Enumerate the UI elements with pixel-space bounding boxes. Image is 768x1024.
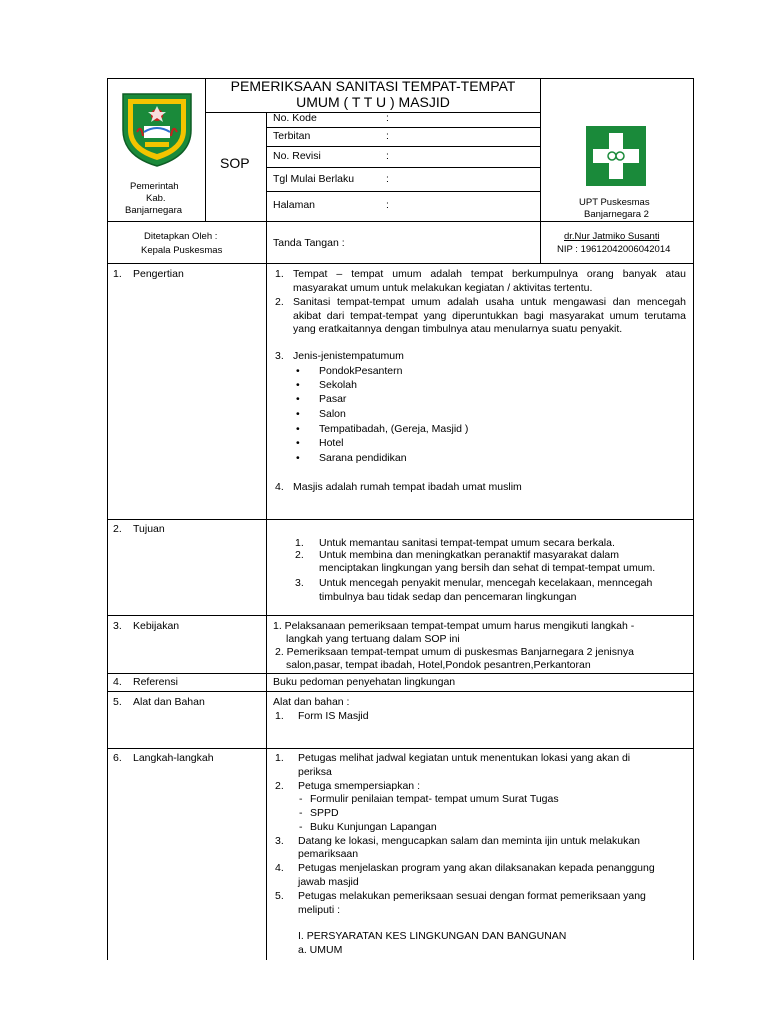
tujuan-item2-line1: Untuk membina dan meningkatkan peranaktif masyarakat dalam (319, 549, 619, 561)
bullet-dot: • (296, 408, 300, 420)
field-tgl-mulai: Tgl Mulai Berlaku (273, 173, 355, 185)
langkah-step5-line2: meliputi : (298, 904, 341, 916)
langkah-step5-num: 5. (275, 890, 284, 902)
langkah-step4-line1: Petugas menjelaskan program yang akan dilaksanakan kepada penanggung (298, 862, 655, 874)
list-item: Formulir penilaian tempat- tempat umum Surat Tugas (310, 793, 559, 805)
tujuan-item3-num: 3. (295, 577, 304, 589)
section-num-tujuan: 2. (113, 523, 122, 535)
list-item: PondokPesantern (319, 365, 403, 377)
kebijakan-line4: salon,pasar, tempat ibadah, Hotel,Pondok pesantren,Perkantoran (286, 659, 591, 671)
section-num-langkah: 6. (113, 752, 122, 764)
sop-label: SOP (220, 155, 250, 171)
list-item: Tempatibadah, (Gereja, Masjid ) (319, 423, 469, 435)
tanda-tangan-label: Tanda Tangan : (273, 237, 345, 249)
langkah-step4-line2: jawab masjid (298, 876, 359, 888)
signer-name: dr.Nur Jatmiko Susanti (564, 231, 660, 242)
section-label-referensi: Referensi (133, 676, 178, 688)
section-num-alat: 5. (113, 696, 122, 708)
section-label-langkah: Langkah-langkah (133, 752, 214, 764)
list-item: Hotel (319, 437, 344, 449)
pengertian-item1: Tempat – tempat umum adalah tempat berkumpulnya orang banyak atau masyarakat umum untuk melakukan kegiatan / aktivitas tertentu. (293, 268, 686, 294)
dash-marker: - (299, 807, 303, 819)
langkah-step4-num: 4. (275, 862, 284, 874)
referensi-text: Buku pedoman penyehatan lingkungan (273, 676, 456, 688)
field-no-revisi-colon: : (386, 150, 389, 162)
langkah-step1-line2: periksa (298, 766, 332, 778)
langkah-step3-line1: Datang ke lokasi, mengucapkan salam dan meminta ijin untuk melakukan (298, 835, 641, 847)
list-item: Buku Kunjungan Lapangan (310, 821, 437, 833)
langkah-step2-line1: Petuga smempersiapkan : (298, 780, 420, 792)
list-item: Salon (319, 408, 346, 420)
section-label-tujuan: Tujuan (133, 523, 165, 535)
alat-item1-num: 1. (275, 710, 284, 722)
page-title-line1: PEMERIKSAAN SANITASI TEMPAT-TEMPAT (230, 78, 516, 94)
pengertian-item2: Sanitasi tempat-tempat umum adalah usaha untuk mengawasi dan mencegah akibat dari tempat-tempat yang diperuntukkan bagi masyarakat umum terutama yang eratkaitannya dengan timbulnya atau menularnya suatu penyakit. (293, 296, 686, 336)
section-num-pengertian: 1. (113, 268, 122, 280)
signer-nip: NIP : 19612042006042014 (557, 244, 671, 255)
pengertian-item3-num: 3. (275, 350, 284, 362)
field-terbitan: Terbitan (273, 130, 311, 142)
bullet-dot: • (296, 393, 300, 405)
tujuan-item1-num: 1. (295, 537, 304, 549)
field-tgl-mulai-colon: : (386, 173, 389, 185)
tujuan-item2-line2: menciptakan lingkungan yang bersih dan sehat di tempat-tempat umum. (319, 562, 656, 574)
list-item: Pasar (319, 393, 347, 405)
right-org-line2: Banjarnegara 2 (584, 209, 649, 220)
field-no-kode-colon: : (386, 112, 389, 124)
alat-heading: Alat dan bahan : (273, 696, 350, 708)
field-halaman: Halaman (273, 199, 316, 211)
field-terbitan-colon: : (386, 130, 389, 142)
field-no-revisi: No. Revisi (273, 150, 321, 162)
bullet-dot: • (296, 379, 300, 391)
tujuan-item1: Untuk memantau sanitasi tempat-tempat umum secara berkala. (319, 537, 615, 549)
tujuan-item3-line2: timbulnya bau tidak sedap dan pencemaran lingkungan (319, 591, 577, 603)
dash-marker: - (299, 793, 303, 805)
bullet-dot: • (296, 365, 300, 377)
tujuan-item2-num: 2. (295, 549, 304, 561)
alat-item1: Form IS Masjid (298, 710, 369, 722)
langkah-sub-item: a. UMUM (298, 944, 343, 956)
banjarnegara-crest-logo (117, 88, 197, 168)
langkah-step1-line1: Petugas melihat jadwal kegiatan untuk menentukan lokasi yang akan di (298, 752, 631, 764)
langkah-step3-num: 3. (275, 835, 284, 847)
pengertian-item1-num: 1. (275, 268, 284, 280)
left-org-line2: Kab. (146, 193, 166, 204)
kebijakan-line2: langkah yang tertuang dalam SOP ini (286, 633, 460, 645)
langkah-step5-line1: Petugas melakukan pemeriksaan sesuai dengan format pemeriksaan yang (298, 890, 646, 902)
field-no-kode: No. Kode (273, 112, 317, 124)
dash-marker: - (299, 821, 303, 833)
section-label-alat: Alat dan Bahan (133, 696, 205, 708)
left-org-line3: Banjarnegara (125, 205, 183, 216)
list-item: Sarana pendidikan (319, 452, 407, 464)
puskesmas-logo (584, 124, 648, 188)
right-org-line1: UPT Puskesmas (579, 197, 650, 208)
field-halaman-colon: : (386, 199, 389, 211)
section-num-kebijakan: 3. (113, 620, 122, 632)
section-label-pengertian: Pengertian (133, 268, 184, 280)
page-title-line2: UMUM ( T T U ) MASJID (296, 94, 450, 110)
section-num-referensi: 4. (113, 676, 122, 688)
kebijakan-line1: 1. Pelaksanaan pemeriksaan tempat-tempat umum harus mengikuti langkah - (273, 620, 635, 632)
langkah-step3-line2: pemariksaan (298, 848, 359, 860)
list-item: SPPD (310, 807, 339, 819)
ditetapkan-label: Ditetapkan Oleh : (144, 231, 218, 242)
kepala-puskesmas: Kepala Puskesmas (141, 245, 223, 256)
section-label-kebijakan: Kebijakan (133, 620, 180, 632)
left-org-line1: Pemerintah (130, 181, 179, 192)
bullet-dot: • (296, 452, 300, 464)
pengertian-item4-num: 4. (275, 481, 284, 493)
langkah-step2-num: 2. (275, 780, 284, 792)
list-item: Sekolah (319, 379, 357, 391)
tujuan-item3-line1: Untuk mencegah penyakit menular, mencegah kecelakaan, menncegah (319, 577, 653, 589)
pengertian-item4: Masjis adalah rumah tempat ibadah umat muslim (293, 481, 522, 493)
pengertian-item2-num: 2. (275, 296, 284, 308)
langkah-sub-heading: I. PERSYARATAN KES LINGKUNGAN DAN BANGUNAN (298, 930, 567, 942)
langkah-step1-num: 1. (275, 752, 284, 764)
bullet-dot: • (296, 437, 300, 449)
kebijakan-line3: 2. Pemeriksaan tempat-tempat umum di puskesmas Banjarnegara 2 jenisnya (275, 646, 634, 658)
pengertian-item3: Jenis-jenistempatumum (293, 350, 404, 362)
bullet-dot: • (296, 423, 300, 435)
